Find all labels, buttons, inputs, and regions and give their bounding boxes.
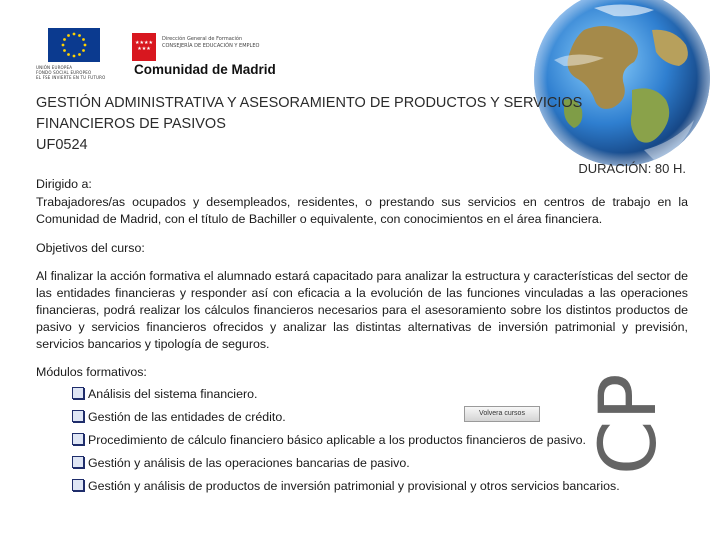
checkbox-bullet-icon bbox=[72, 433, 84, 445]
dirigido-body: Trabajadores/as ocupados y desempleados, residentes, o prestando sus servicios en centros de trabajo en la Comunidad de Madrid, con el título de Bachiller o equivalente, con conocimientos en el área financiera. bbox=[36, 195, 688, 226]
checkbox-bullet-icon bbox=[72, 387, 84, 399]
course-code: UF0524 bbox=[36, 137, 88, 153]
cm-consejeria: CONSEJERÍA DE EDUCACIÓN Y EMPLEO bbox=[162, 43, 260, 49]
eu-logo bbox=[36, 28, 120, 80]
modules-list bbox=[72, 386, 620, 501]
comunidad-madrid-logo bbox=[132, 33, 312, 79]
objetivos-body: Al finalizar la acción formativa el alumnado estará capacitado para analizar la estructura y características del sector de las entidades financieras y responder así con eficacia a la evolución de las funciones vinculadas a las operaciones financieras, podrá realizar los cálculos financieros necesarios para el asesoramiento sobre los distintos productos de pasivo y servicios financieros ofrecidos y analizar las distintas alternativas de inversión patrimonial y previsión, servicios bancarios y tipología de seguros. bbox=[36, 269, 688, 351]
checkbox-bullet-icon bbox=[72, 410, 84, 422]
list-item: Gestión de las entidades de crédito. bbox=[72, 409, 620, 432]
list-item: Procedimiento de cálculo financiero básico aplicable a los productos financieros de pasivo. bbox=[72, 432, 620, 455]
dirigido-label: Dirigido a: bbox=[36, 177, 92, 191]
cm-direccion: Dirección General de Formación bbox=[162, 36, 243, 42]
list-item: Gestión y análisis de productos de inversión patrimonial y provisional y otros servicios bancarios. bbox=[72, 478, 620, 501]
eu-flag-icon bbox=[48, 28, 100, 62]
course-title-line2: FINANCIEROS DE PASIVOS bbox=[36, 116, 226, 132]
list-item: Análisis del sistema financiero. bbox=[72, 386, 620, 409]
list-item: Gestión y análisis de las operaciones bancarias de pasivo. bbox=[72, 455, 620, 478]
course-duration: DURACIÓN: 80 H. bbox=[578, 161, 686, 176]
eu-logo-text: UNIÓN EUROPEA FONDO SOCIAL EUROPEO EL FSE INVIERTE EN TU FUTURO bbox=[36, 65, 106, 80]
course-title bbox=[36, 93, 636, 156]
volver-cursos-button[interactable]: Volvera cursos bbox=[464, 406, 540, 422]
checkbox-bullet-icon bbox=[72, 479, 84, 491]
checkbox-bullet-icon bbox=[72, 456, 84, 468]
objetivos-label: Objetivos del curso: bbox=[36, 241, 145, 255]
cm-name: Comunidad de Madrid bbox=[134, 62, 276, 77]
madrid-flag-icon: ★★★★ ★★★ bbox=[132, 33, 156, 61]
cp-watermark: CP bbox=[584, 373, 674, 475]
course-title-line1: GESTIÓN ADMINISTRATIVA Y ASESORAMIENTO DE PRODUCTOS Y SERVICIOS bbox=[36, 95, 583, 111]
modulos-label: Módulos formativos: bbox=[36, 365, 147, 379]
